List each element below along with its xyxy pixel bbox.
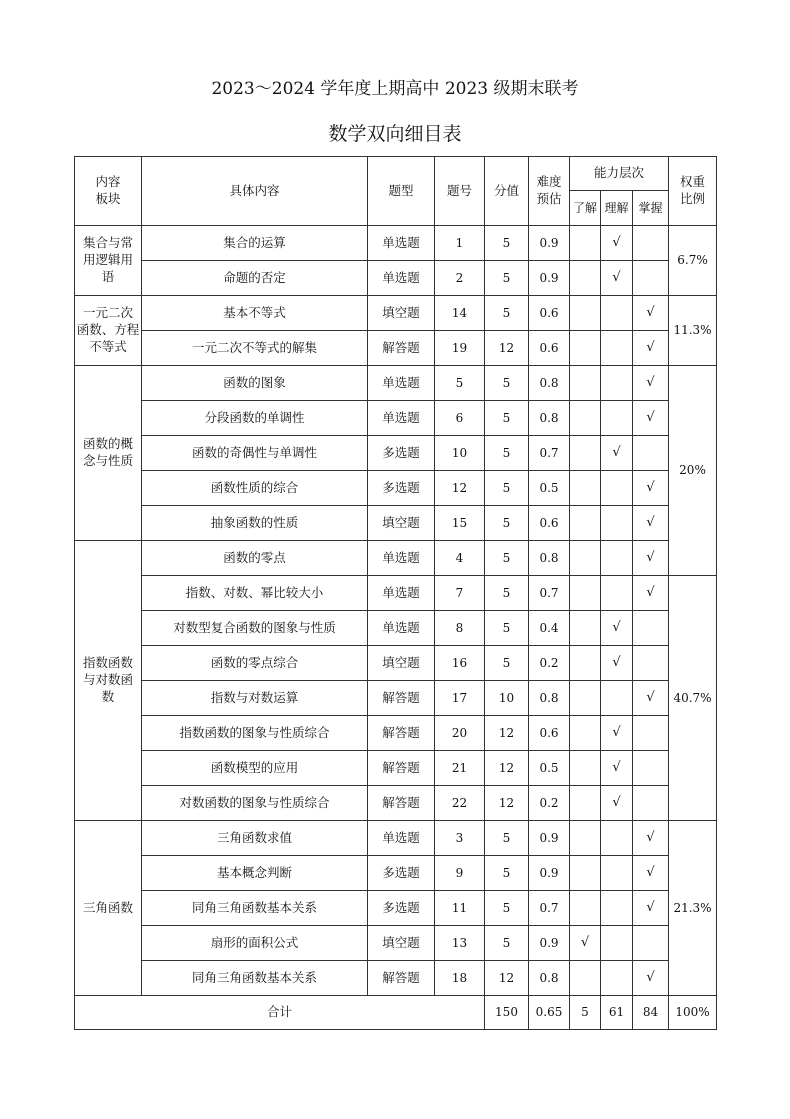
master-cell: √: [633, 471, 669, 506]
difficulty-cell: 0.7: [529, 891, 570, 926]
number-cell: 16: [435, 646, 485, 681]
weight-cell: 40.7%: [669, 576, 717, 821]
understand-cell: [570, 646, 601, 681]
detail-table: [74, 156, 717, 1030]
table-row: [75, 471, 717, 506]
master-cell: [633, 261, 669, 296]
type-cell: 多选题: [368, 891, 435, 926]
content-cell: 一元二次不等式的解集: [142, 331, 368, 366]
type-cell: 解答题: [368, 786, 435, 821]
understand-cell: [570, 471, 601, 506]
document-subtitle: 数学双向细目表: [328, 123, 462, 145]
understand-cell: [570, 891, 601, 926]
score-cell: 12: [485, 786, 529, 821]
comprehend-cell: √: [601, 716, 633, 751]
score-cell: 10: [485, 681, 529, 716]
difficulty-cell: 0.6: [529, 716, 570, 751]
section-cell: 三角函数: [75, 821, 142, 996]
type-cell: 单选题: [368, 576, 435, 611]
comprehend-cell: [601, 296, 633, 331]
comprehend-cell: [601, 961, 633, 996]
content-cell: 扇形的面积公式: [142, 926, 368, 961]
score-cell: 12: [485, 331, 529, 366]
type-cell: 填空题: [368, 926, 435, 961]
header-section: 内容 板块: [75, 157, 142, 226]
comprehend-cell: [601, 471, 633, 506]
header-weight: 权重 比例: [669, 157, 717, 226]
score-cell: 12: [485, 961, 529, 996]
type-cell: 单选题: [368, 611, 435, 646]
master-cell: √: [633, 681, 669, 716]
content-cell: 函数的零点: [142, 541, 368, 576]
content-cell: 同角三角函数基本关系: [142, 891, 368, 926]
section-cell: 一元二次 函数、方程 不等式: [75, 296, 142, 366]
type-cell: 单选题: [368, 541, 435, 576]
header-type: 题型: [368, 157, 435, 226]
difficulty-cell: 0.7: [529, 436, 570, 471]
score-cell: 5: [485, 506, 529, 541]
number-cell: 4: [435, 541, 485, 576]
number-cell: 9: [435, 856, 485, 891]
score-cell: 5: [485, 261, 529, 296]
comprehend-cell: [601, 681, 633, 716]
difficulty-cell: 0.7: [529, 576, 570, 611]
content-cell: 同角三角函数基本关系: [142, 961, 368, 996]
table-row: [75, 366, 717, 401]
comprehend-cell: [601, 366, 633, 401]
score-cell: 5: [485, 821, 529, 856]
difficulty-cell: 0.8: [529, 681, 570, 716]
difficulty-cell: 0.8: [529, 366, 570, 401]
understand-cell: [570, 331, 601, 366]
content-cell: 函数性质的综合: [142, 471, 368, 506]
header-number: 题号: [435, 157, 485, 226]
table-row: [75, 961, 717, 996]
table-row: [75, 891, 717, 926]
weight-cell: 11.3%: [669, 296, 717, 366]
content-cell: 指数、对数、幂比较大小: [142, 576, 368, 611]
comprehend-cell: √: [601, 751, 633, 786]
difficulty-cell: 0.2: [529, 646, 570, 681]
number-cell: 5: [435, 366, 485, 401]
comprehend-cell: √: [601, 786, 633, 821]
score-cell: 5: [485, 366, 529, 401]
difficulty-cell: 0.8: [529, 401, 570, 436]
master-cell: √: [633, 296, 669, 331]
table-row: [75, 506, 717, 541]
table-row: [75, 821, 717, 856]
understand-cell: [570, 821, 601, 856]
number-cell: 21: [435, 751, 485, 786]
master-cell: √: [633, 366, 669, 401]
difficulty-cell: 0.2: [529, 786, 570, 821]
difficulty-cell: 0.6: [529, 296, 570, 331]
number-cell: 2: [435, 261, 485, 296]
understand-cell: [570, 366, 601, 401]
comprehend-cell: √: [601, 436, 633, 471]
number-cell: 22: [435, 786, 485, 821]
understand-cell: [570, 856, 601, 891]
master-cell: √: [633, 576, 669, 611]
difficulty-cell: 0.9: [529, 226, 570, 261]
understand-cell: [570, 611, 601, 646]
total-score: 150: [485, 996, 529, 1030]
table-row: [75, 856, 717, 891]
table-row: [75, 646, 717, 681]
type-cell: 单选题: [368, 226, 435, 261]
comprehend-cell: [601, 856, 633, 891]
type-cell: 解答题: [368, 716, 435, 751]
type-cell: 解答题: [368, 751, 435, 786]
score-cell: 5: [485, 296, 529, 331]
master-cell: √: [633, 401, 669, 436]
master-cell: [633, 926, 669, 961]
score-cell: 5: [485, 646, 529, 681]
type-cell: 解答题: [368, 961, 435, 996]
difficulty-cell: 0.8: [529, 541, 570, 576]
content-cell: 命题的否定: [142, 261, 368, 296]
number-cell: 17: [435, 681, 485, 716]
understand-cell: [570, 296, 601, 331]
comprehend-cell: [601, 576, 633, 611]
number-cell: 3: [435, 821, 485, 856]
comprehend-cell: √: [601, 611, 633, 646]
understand-cell: [570, 401, 601, 436]
master-cell: √: [633, 541, 669, 576]
section-cell: 指数函数 与对数函 数: [75, 541, 142, 821]
difficulty-cell: 0.6: [529, 331, 570, 366]
content-cell: 函数模型的应用: [142, 751, 368, 786]
comprehend-cell: √: [601, 261, 633, 296]
understand-cell: [570, 576, 601, 611]
number-cell: 20: [435, 716, 485, 751]
score-cell: 5: [485, 856, 529, 891]
type-cell: 解答题: [368, 331, 435, 366]
section-cell: 函数的概 念与性质: [75, 366, 142, 541]
header-master: 掌握: [633, 191, 669, 226]
understand-cell: [570, 786, 601, 821]
difficulty-cell: 0.9: [529, 821, 570, 856]
number-cell: 7: [435, 576, 485, 611]
score-cell: 5: [485, 471, 529, 506]
header-content: 具体内容: [142, 157, 368, 226]
table-row: [75, 786, 717, 821]
master-cell: [633, 611, 669, 646]
table-row: [75, 926, 717, 961]
score-cell: 5: [485, 401, 529, 436]
content-cell: 对数型复合函数的图象与性质: [142, 611, 368, 646]
score-cell: 12: [485, 751, 529, 786]
master-cell: [633, 646, 669, 681]
content-cell: 指数与对数运算: [142, 681, 368, 716]
weight-cell: 21.3%: [669, 821, 717, 996]
comprehend-cell: [601, 821, 633, 856]
type-cell: 多选题: [368, 471, 435, 506]
understand-cell: [570, 226, 601, 261]
table-row: [75, 401, 717, 436]
type-cell: 填空题: [368, 506, 435, 541]
score-cell: 5: [485, 611, 529, 646]
difficulty-cell: 0.5: [529, 751, 570, 786]
content-cell: 函数的零点综合: [142, 646, 368, 681]
master-cell: [633, 716, 669, 751]
number-cell: 13: [435, 926, 485, 961]
table-row: [75, 296, 717, 331]
section-cell: 集合与常 用逻辑用 语: [75, 226, 142, 296]
master-cell: √: [633, 821, 669, 856]
master-cell: √: [633, 891, 669, 926]
master-cell: √: [633, 961, 669, 996]
comprehend-cell: √: [601, 226, 633, 261]
table-row: [75, 751, 717, 786]
table-body: [75, 226, 717, 996]
table-row: [75, 436, 717, 471]
understand-cell: [570, 681, 601, 716]
score-cell: 5: [485, 576, 529, 611]
document-title: 2023～2024 学年度上期高中 2023 级期末联考: [211, 79, 579, 99]
score-cell: 5: [485, 891, 529, 926]
table-row: [75, 226, 717, 261]
master-cell: √: [633, 331, 669, 366]
score-cell: 5: [485, 226, 529, 261]
difficulty-cell: 0.6: [529, 506, 570, 541]
understand-cell: [570, 541, 601, 576]
number-cell: 18: [435, 961, 485, 996]
header-score: 分值: [485, 157, 529, 226]
score-cell: 12: [485, 716, 529, 751]
score-cell: 5: [485, 436, 529, 471]
type-cell: 单选题: [368, 366, 435, 401]
type-cell: 填空题: [368, 646, 435, 681]
difficulty-cell: 0.5: [529, 471, 570, 506]
number-cell: 15: [435, 506, 485, 541]
content-cell: 对数函数的图象与性质综合: [142, 786, 368, 821]
type-cell: 单选题: [368, 261, 435, 296]
number-cell: 1: [435, 226, 485, 261]
weight-cell: 6.7%: [669, 226, 717, 296]
header-ability: 能力层次: [570, 157, 669, 191]
type-cell: 多选题: [368, 856, 435, 891]
header-difficulty: 难度 预估: [529, 157, 570, 226]
comprehend-cell: √: [601, 646, 633, 681]
total-difficulty: 0.65: [529, 996, 570, 1030]
total-understand: 5: [570, 996, 601, 1030]
total-row: [75, 996, 717, 1030]
content-cell: 分段函数的单调性: [142, 401, 368, 436]
comprehend-cell: [601, 401, 633, 436]
number-cell: 6: [435, 401, 485, 436]
comprehend-cell: [601, 926, 633, 961]
master-cell: [633, 751, 669, 786]
master-cell: [633, 436, 669, 471]
table-row: [75, 576, 717, 611]
comprehend-cell: [601, 891, 633, 926]
score-cell: 5: [485, 926, 529, 961]
content-cell: 抽象函数的性质: [142, 506, 368, 541]
understand-cell: [570, 436, 601, 471]
understand-cell: √: [570, 926, 601, 961]
type-cell: 解答题: [368, 681, 435, 716]
content-cell: 三角函数求值: [142, 821, 368, 856]
content-cell: 基本概念判断: [142, 856, 368, 891]
number-cell: 11: [435, 891, 485, 926]
comprehend-cell: [601, 541, 633, 576]
master-cell: √: [633, 856, 669, 891]
understand-cell: [570, 716, 601, 751]
table-row: [75, 541, 717, 576]
total-master: 84: [633, 996, 669, 1030]
weight-cell: 20%: [669, 366, 717, 576]
understand-cell: [570, 506, 601, 541]
number-cell: 8: [435, 611, 485, 646]
content-cell: 基本不等式: [142, 296, 368, 331]
content-cell: 函数的图象: [142, 366, 368, 401]
content-cell: 指数函数的图象与性质综合: [142, 716, 368, 751]
content-cell: 函数的奇偶性与单调性: [142, 436, 368, 471]
type-cell: 单选题: [368, 821, 435, 856]
comprehend-cell: [601, 506, 633, 541]
type-cell: 单选题: [368, 401, 435, 436]
total-comprehend: 61: [601, 996, 633, 1030]
table-row: [75, 681, 717, 716]
content-cell: 集合的运算: [142, 226, 368, 261]
understand-cell: [570, 261, 601, 296]
number-cell: 10: [435, 436, 485, 471]
table-row: [75, 331, 717, 366]
comprehend-cell: [601, 331, 633, 366]
table-row: [75, 716, 717, 751]
understand-cell: [570, 751, 601, 786]
difficulty-cell: 0.9: [529, 856, 570, 891]
number-cell: 12: [435, 471, 485, 506]
number-cell: 19: [435, 331, 485, 366]
difficulty-cell: 0.9: [529, 261, 570, 296]
header-comprehend: 理解: [601, 191, 633, 226]
type-cell: 填空题: [368, 296, 435, 331]
master-cell: [633, 226, 669, 261]
difficulty-cell: 0.4: [529, 611, 570, 646]
difficulty-cell: 0.9: [529, 926, 570, 961]
header-understand: 了解: [570, 191, 601, 226]
master-cell: [633, 786, 669, 821]
type-cell: 多选题: [368, 436, 435, 471]
score-cell: 5: [485, 541, 529, 576]
total-label: 合计: [75, 996, 485, 1030]
master-cell: √: [633, 506, 669, 541]
total-weight: 100%: [669, 996, 717, 1030]
table-row: [75, 611, 717, 646]
table-row: [75, 261, 717, 296]
understand-cell: [570, 961, 601, 996]
difficulty-cell: 0.8: [529, 961, 570, 996]
number-cell: 14: [435, 296, 485, 331]
